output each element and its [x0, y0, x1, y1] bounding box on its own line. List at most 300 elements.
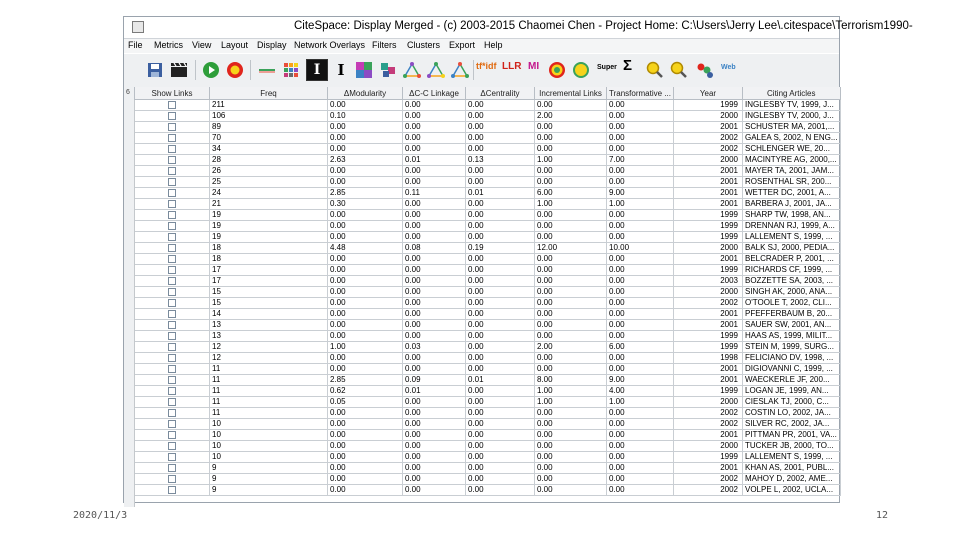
cc-linkage-cell: 0.00	[403, 397, 466, 408]
show-links-checkbox[interactable]	[168, 442, 176, 450]
table-row[interactable]	[135, 485, 841, 496]
tfidf-button[interactable]: tf*idf	[476, 61, 497, 71]
table-header-row	[135, 87, 841, 100]
year-cell: 1999	[674, 342, 743, 353]
year-cell: 2000	[674, 441, 743, 452]
centrality-cell: 0.00	[466, 331, 535, 342]
show-links-checkbox[interactable]	[168, 409, 176, 417]
citing-article-cell: O'TOOLE T, 2002, CLI...	[743, 298, 841, 309]
modularity-cell: 0.00	[328, 364, 403, 375]
year-cell: 2000	[674, 155, 743, 166]
incremental-links-cell: 1.00	[535, 199, 607, 210]
show-links-checkbox[interactable]	[168, 431, 176, 439]
menu-clusters[interactable]: Clusters	[407, 40, 441, 50]
transformative-cell: 0.00	[607, 111, 674, 122]
column-header-centrality[interactable]: ΔCentrality	[466, 87, 535, 100]
incremental-links-cell: 0.00	[535, 254, 607, 265]
year-cell: 2002	[674, 474, 743, 485]
incremental-links-cell: 0.00	[535, 276, 607, 287]
show-links-checkbox[interactable]	[168, 167, 176, 175]
table-row[interactable]	[135, 254, 841, 265]
freq-cell: 24	[210, 188, 328, 199]
year-cell: 2001	[674, 430, 743, 441]
citing-article-cell: WAECKERLE JF, 200...	[743, 375, 841, 386]
line-icon[interactable]	[256, 59, 278, 81]
cc-linkage-cell: 0.00	[403, 122, 466, 133]
stop-icon[interactable]	[224, 59, 246, 81]
incremental-links-cell: 0.00	[535, 287, 607, 298]
window-title: CiteSpace: Display Merged - (c) 2003-2015 Chaomei Chen - Project Home: C:\Users\Jerry Lee\.citespace\Terrorism1990-	[294, 20, 913, 32]
year-cell: 2000	[674, 397, 743, 408]
table-row[interactable]	[135, 122, 841, 133]
clapperboard-icon[interactable]	[168, 59, 190, 81]
modularity-cell: 0.05	[328, 397, 403, 408]
year-cell: 2001	[674, 199, 743, 210]
show-links-checkbox[interactable]	[168, 486, 176, 494]
web-icon[interactable]: Web	[721, 64, 736, 71]
show-links-checkbox[interactable]	[168, 123, 176, 131]
show-links-cell	[135, 375, 210, 386]
menu-file[interactable]: File	[128, 40, 143, 50]
incremental-links-cell: 0.00	[535, 430, 607, 441]
table-row[interactable]	[135, 265, 841, 276]
modularity-cell: 0.00	[328, 221, 403, 232]
citing-article-cell: SAUER SW, 2001, AN...	[743, 320, 841, 331]
incremental-links-cell: 1.00	[535, 155, 607, 166]
show-links-checkbox[interactable]	[168, 145, 176, 153]
table-row[interactable]	[135, 188, 841, 199]
show-links-cell	[135, 474, 210, 485]
table-row[interactable]	[135, 342, 841, 353]
year-cell: 1998	[674, 353, 743, 364]
cc-linkage-cell: 0.00	[403, 276, 466, 287]
cc-linkage-cell: 0.00	[403, 221, 466, 232]
centrality-cell: 0.00	[466, 177, 535, 188]
year-cell: 1999	[674, 221, 743, 232]
centrality-cell: 0.00	[466, 122, 535, 133]
table-row[interactable]	[135, 386, 841, 397]
cc-linkage-cell: 0.00	[403, 485, 466, 496]
show-links-cell	[135, 100, 210, 111]
year-cell: 2000	[674, 111, 743, 122]
transformative-cell: 6.00	[607, 342, 674, 353]
transformative-cell: 0.00	[607, 133, 674, 144]
table-row[interactable]	[135, 430, 841, 441]
modularity-cell: 0.00	[328, 419, 403, 430]
menu-display[interactable]: Display	[257, 40, 287, 50]
centrality-cell: 0.00	[466, 166, 535, 177]
centrality-cell: 0.00	[466, 364, 535, 375]
centrality-cell: 0.00	[466, 430, 535, 441]
table-row[interactable]	[135, 100, 841, 111]
slide-date: 2020/11/3	[73, 510, 128, 521]
show-links-cell	[135, 276, 210, 287]
color-grid-icon[interactable]	[280, 59, 302, 81]
year-cell: 2001	[674, 375, 743, 386]
centrality-cell: 0.00	[466, 221, 535, 232]
citing-article-cell: VOLPE L, 2002, UCLA...	[743, 485, 841, 496]
triangle-network-icon[interactable]	[425, 59, 447, 81]
modularity-cell: 0.00	[328, 463, 403, 474]
table-row[interactable]	[135, 474, 841, 485]
incremental-links-cell: 8.00	[535, 375, 607, 386]
centrality-cell: 0.00	[466, 144, 535, 155]
transformative-cell: 0.00	[607, 166, 674, 177]
modularity-cell: 0.00	[328, 133, 403, 144]
show-links-checkbox[interactable]	[168, 288, 176, 296]
menu-export[interactable]: Export	[449, 40, 476, 50]
gutter-label: 6	[126, 89, 130, 96]
citing-article-cell: LALLEMENT S, 1999, ...	[743, 232, 841, 243]
freq-cell: 10	[210, 441, 328, 452]
transformative-cell: 0.00	[607, 452, 674, 463]
table-row[interactable]	[135, 309, 841, 320]
table-body	[135, 100, 841, 496]
freq-cell: 13	[210, 320, 328, 331]
freq-cell: 19	[210, 221, 328, 232]
year-cell: 1999	[674, 386, 743, 397]
year-cell: 1999	[674, 232, 743, 243]
table-row[interactable]	[135, 408, 841, 419]
freq-cell: 34	[210, 144, 328, 155]
transformative-cell: 0.00	[607, 177, 674, 188]
show-links-checkbox[interactable]	[168, 189, 176, 197]
table-row[interactable]	[135, 133, 841, 144]
show-links-checkbox[interactable]	[168, 310, 176, 318]
show-links-checkbox[interactable]	[168, 387, 176, 395]
freq-cell: 18	[210, 243, 328, 254]
show-links-checkbox[interactable]	[168, 332, 176, 340]
year-cell: 2000	[674, 287, 743, 298]
show-links-checkbox[interactable]	[168, 475, 176, 483]
freq-cell: 106	[210, 111, 328, 122]
table-row[interactable]	[135, 441, 841, 452]
year-cell: 1999	[674, 331, 743, 342]
show-links-checkbox[interactable]	[168, 453, 176, 461]
incremental-links-cell: 0.00	[535, 100, 607, 111]
show-links-checkbox[interactable]	[168, 343, 176, 351]
modularity-cell: 0.00	[328, 287, 403, 298]
year-cell: 2001	[674, 166, 743, 177]
freq-cell: 9	[210, 485, 328, 496]
super-button[interactable]: Super	[597, 64, 617, 71]
transformative-cell: 0.00	[607, 430, 674, 441]
citing-article-cell: BOZZETTE SA, 2003, ...	[743, 276, 841, 287]
search-icon[interactable]	[644, 59, 666, 81]
year-cell: 2002	[674, 408, 743, 419]
table-row[interactable]	[135, 243, 841, 254]
incremental-links-cell: 0.00	[535, 166, 607, 177]
centrality-cell: 0.00	[466, 254, 535, 265]
table-row[interactable]	[135, 287, 841, 298]
transformative-cell: 0.00	[607, 408, 674, 419]
cc-linkage-cell: 0.00	[403, 199, 466, 210]
year-cell: 2001	[674, 463, 743, 474]
table-row[interactable]	[135, 298, 841, 309]
column-header-cc-linkage[interactable]: ΔC-C Linkage	[403, 87, 466, 100]
citing-article-cell: CIESLAK TJ, 2000, C...	[743, 397, 841, 408]
table-row[interactable]	[135, 353, 841, 364]
column-header-transformative[interactable]: Transformative ...	[607, 87, 674, 100]
cc-linkage-cell: 0.00	[403, 100, 466, 111]
cc-linkage-cell: 0.00	[403, 298, 466, 309]
circle-icon[interactable]	[570, 59, 592, 81]
show-links-cell	[135, 408, 210, 419]
table-row[interactable]	[135, 210, 841, 221]
show-links-checkbox[interactable]	[168, 156, 176, 164]
incremental-links-cell: 0.00	[535, 232, 607, 243]
cc-linkage-cell: 0.00	[403, 474, 466, 485]
show-links-checkbox[interactable]	[168, 101, 176, 109]
freq-cell: 11	[210, 397, 328, 408]
cc-linkage-cell: 0.00	[403, 265, 466, 276]
menu-view[interactable]: View	[192, 40, 212, 50]
citing-article-cell: SINGH AK, 2000, ANA...	[743, 287, 841, 298]
freq-cell: 9	[210, 474, 328, 485]
mi-button[interactable]: MI	[528, 61, 540, 72]
year-cell: 2001	[674, 177, 743, 188]
citing-article-cell: RICHARDS CF, 1999, ...	[743, 265, 841, 276]
transformative-cell: 0.00	[607, 265, 674, 276]
save-icon[interactable]	[144, 59, 166, 81]
puzzle-icon[interactable]	[353, 59, 375, 81]
show-links-cell	[135, 342, 210, 353]
citing-article-cell: BELCRADER P, 2001, ...	[743, 254, 841, 265]
table-row[interactable]	[135, 419, 841, 430]
show-links-checkbox[interactable]	[168, 321, 176, 329]
incremental-links-cell: 0.00	[535, 144, 607, 155]
incremental-links-cell: 0.00	[535, 221, 607, 232]
sigma-icon[interactable]: Σ	[623, 57, 633, 74]
show-links-checkbox[interactable]	[168, 255, 176, 263]
show-links-checkbox[interactable]	[168, 376, 176, 384]
centrality-cell: 0.00	[466, 485, 535, 496]
centrality-cell: 0.00	[466, 397, 535, 408]
year-cell: 2001	[674, 320, 743, 331]
table-row[interactable]	[135, 111, 841, 122]
column-header-year[interactable]: Year	[674, 87, 743, 100]
show-links-checkbox[interactable]	[168, 233, 176, 241]
cc-linkage-cell: 0.00	[403, 144, 466, 155]
cc-linkage-cell: 0.00	[403, 177, 466, 188]
triangle-network-icon[interactable]	[401, 59, 423, 81]
citing-article-cell: SILVER RC, 2002, JA...	[743, 419, 841, 430]
transformative-cell: 7.00	[607, 155, 674, 166]
freq-cell: 12	[210, 353, 328, 364]
incremental-links-cell: 0.00	[535, 353, 607, 364]
transformative-cell: 1.00	[607, 199, 674, 210]
toolbar	[124, 54, 839, 88]
cc-linkage-cell: 0.09	[403, 375, 466, 386]
show-links-checkbox[interactable]	[168, 222, 176, 230]
citing-article-cell: SHARP TW, 1998, AN...	[743, 210, 841, 221]
table-row[interactable]	[135, 375, 841, 386]
table-row[interactable]	[135, 463, 841, 474]
incremental-links-cell: 0.00	[535, 474, 607, 485]
llr-button[interactable]: LLR	[502, 61, 522, 72]
centrality-cell: 0.00	[466, 210, 535, 221]
transformative-cell: 0.00	[607, 232, 674, 243]
transformative-cell: 0.00	[607, 485, 674, 496]
incremental-links-cell: 0.00	[535, 331, 607, 342]
year-cell: 2001	[674, 188, 743, 199]
column-header-incremental-links[interactable]: Incremental Links	[535, 87, 607, 100]
show-links-checkbox[interactable]	[168, 277, 176, 285]
centrality-cell: 0.13	[466, 155, 535, 166]
cc-linkage-cell: 0.00	[403, 364, 466, 375]
table-row[interactable]	[135, 320, 841, 331]
incremental-links-cell: 0.00	[535, 265, 607, 276]
freq-cell: 11	[210, 375, 328, 386]
transformative-cell: 10.00	[607, 243, 674, 254]
column-header-show-links[interactable]: Show Links	[135, 87, 210, 100]
centrality-cell: 0.00	[466, 298, 535, 309]
modularity-cell: 0.00	[328, 309, 403, 320]
table-row[interactable]	[135, 331, 841, 342]
show-links-cell	[135, 331, 210, 342]
table-row[interactable]	[135, 199, 841, 210]
cc-linkage-cell: 0.00	[403, 331, 466, 342]
table-row[interactable]	[135, 276, 841, 287]
centrality-cell: 0.00	[466, 232, 535, 243]
citing-article-cell: LOGAN JE, 1999, AN...	[743, 386, 841, 397]
table-row[interactable]	[135, 221, 841, 232]
cc-linkage-cell: 0.00	[403, 111, 466, 122]
table-row[interactable]	[135, 155, 841, 166]
show-links-checkbox[interactable]	[168, 365, 176, 373]
table-row[interactable]	[135, 232, 841, 243]
cc-linkage-cell: 0.00	[403, 463, 466, 474]
incremental-links-cell: 0.00	[535, 122, 607, 133]
incremental-links-cell: 0.00	[535, 452, 607, 463]
show-links-cell	[135, 441, 210, 452]
modularity-cell: 0.00	[328, 353, 403, 364]
incremental-links-cell: 0.00	[535, 463, 607, 474]
cc-linkage-cell: 0.00	[403, 408, 466, 419]
centrality-cell: 0.01	[466, 375, 535, 386]
incremental-links-cell: 0.00	[535, 298, 607, 309]
show-links-checkbox[interactable]	[168, 266, 176, 274]
show-links-checkbox[interactable]	[168, 244, 176, 252]
show-links-checkbox[interactable]	[168, 420, 176, 428]
incremental-links-cell: 0.00	[535, 441, 607, 452]
show-links-checkbox[interactable]	[168, 178, 176, 186]
modularity-cell: 0.00	[328, 408, 403, 419]
citing-article-cell: WETTER DC, 2001, A...	[743, 188, 841, 199]
modularity-cell: 0.00	[328, 122, 403, 133]
incremental-links-cell: 0.00	[535, 320, 607, 331]
incremental-links-cell: 0.00	[535, 210, 607, 221]
search-icon[interactable]	[668, 59, 690, 81]
show-links-cell	[135, 265, 210, 276]
table-row[interactable]	[135, 397, 841, 408]
centrality-cell: 0.00	[466, 309, 535, 320]
show-links-checkbox[interactable]	[168, 464, 176, 472]
column-header-freq[interactable]: Freq	[210, 87, 328, 100]
title-bar	[124, 17, 913, 39]
centrality-cell: 0.00	[466, 342, 535, 353]
show-links-checkbox[interactable]	[168, 299, 176, 307]
table-row[interactable]	[135, 364, 841, 375]
show-links-checkbox[interactable]	[168, 211, 176, 219]
citing-article-cell: MACINTYRE AG, 2000,...	[743, 155, 841, 166]
transformative-cell: 0.00	[607, 331, 674, 342]
transformative-cell: 0.00	[607, 364, 674, 375]
color-dots-icon[interactable]	[694, 59, 716, 81]
show-links-checkbox[interactable]	[168, 200, 176, 208]
transformative-cell: 0.00	[607, 463, 674, 474]
cc-linkage-cell: 0.01	[403, 386, 466, 397]
show-links-checkbox[interactable]	[168, 354, 176, 362]
citing-article-cell: KHAN AS, 2001, PUBL...	[743, 463, 841, 474]
citing-article-cell: DRENNAN RJ, 1999, A...	[743, 221, 841, 232]
show-links-checkbox[interactable]	[168, 112, 176, 120]
transformative-cell: 0.00	[607, 210, 674, 221]
freq-cell: 70	[210, 133, 328, 144]
show-links-cell	[135, 364, 210, 375]
text-cursor-icon[interactable]: I	[337, 61, 345, 79]
show-links-checkbox[interactable]	[168, 134, 176, 142]
centrality-cell: 0.00	[466, 265, 535, 276]
i-beam-bold-icon[interactable]: I	[306, 59, 328, 81]
cc-linkage-cell: 0.00	[403, 210, 466, 221]
modularity-cell: 0.00	[328, 452, 403, 463]
citing-article-cell: INGLESBY TV, 2000, J...	[743, 111, 841, 122]
show-links-cell	[135, 452, 210, 463]
centrality-cell: 0.00	[466, 199, 535, 210]
column-header-modularity[interactable]: ΔModularity	[328, 87, 403, 100]
menu-network-overlays[interactable]: Network Overlays	[294, 40, 366, 50]
menu-filters[interactable]: Filters	[372, 40, 397, 50]
triangle-network-icon[interactable]	[449, 59, 471, 81]
cc-linkage-cell: 0.00	[403, 441, 466, 452]
incremental-links-cell: 0.00	[535, 177, 607, 188]
play-icon[interactable]	[200, 59, 222, 81]
citing-article-cell: BARBERA J, 2001, JA...	[743, 199, 841, 210]
app-icon[interactable]	[132, 21, 144, 33]
cc-linkage-cell: 0.08	[403, 243, 466, 254]
transformative-cell: 9.00	[607, 375, 674, 386]
year-cell: 2002	[674, 419, 743, 430]
table-row[interactable]	[135, 166, 841, 177]
show-links-cell	[135, 210, 210, 221]
incremental-links-cell: 2.00	[535, 342, 607, 353]
year-cell: 2000	[674, 243, 743, 254]
year-cell: 2001	[674, 309, 743, 320]
modularity-cell: 2.85	[328, 188, 403, 199]
modularity-cell: 4.48	[328, 243, 403, 254]
menu-metrics[interactable]: Metrics	[154, 40, 183, 50]
show-links-cell	[135, 111, 210, 122]
menu-help[interactable]: Help	[484, 40, 503, 50]
modularity-cell: 0.00	[328, 265, 403, 276]
cluster-icon[interactable]	[377, 59, 399, 81]
show-links-checkbox[interactable]	[168, 398, 176, 406]
year-cell: 2001	[674, 122, 743, 133]
menu-layout[interactable]: Layout	[221, 40, 249, 50]
column-header-citing-articles[interactable]: Citing Articles	[743, 87, 841, 100]
table-row[interactable]	[135, 144, 841, 155]
circle-icon[interactable]	[546, 59, 568, 81]
cc-linkage-cell: 0.00	[403, 254, 466, 265]
citing-article-cell: ROSENTHAL SR, 200...	[743, 177, 841, 188]
show-links-cell	[135, 188, 210, 199]
table-row[interactable]	[135, 452, 841, 463]
freq-cell: 11	[210, 364, 328, 375]
cc-linkage-cell: 0.00	[403, 232, 466, 243]
transformative-cell: 1.00	[607, 397, 674, 408]
table-row[interactable]	[135, 177, 841, 188]
